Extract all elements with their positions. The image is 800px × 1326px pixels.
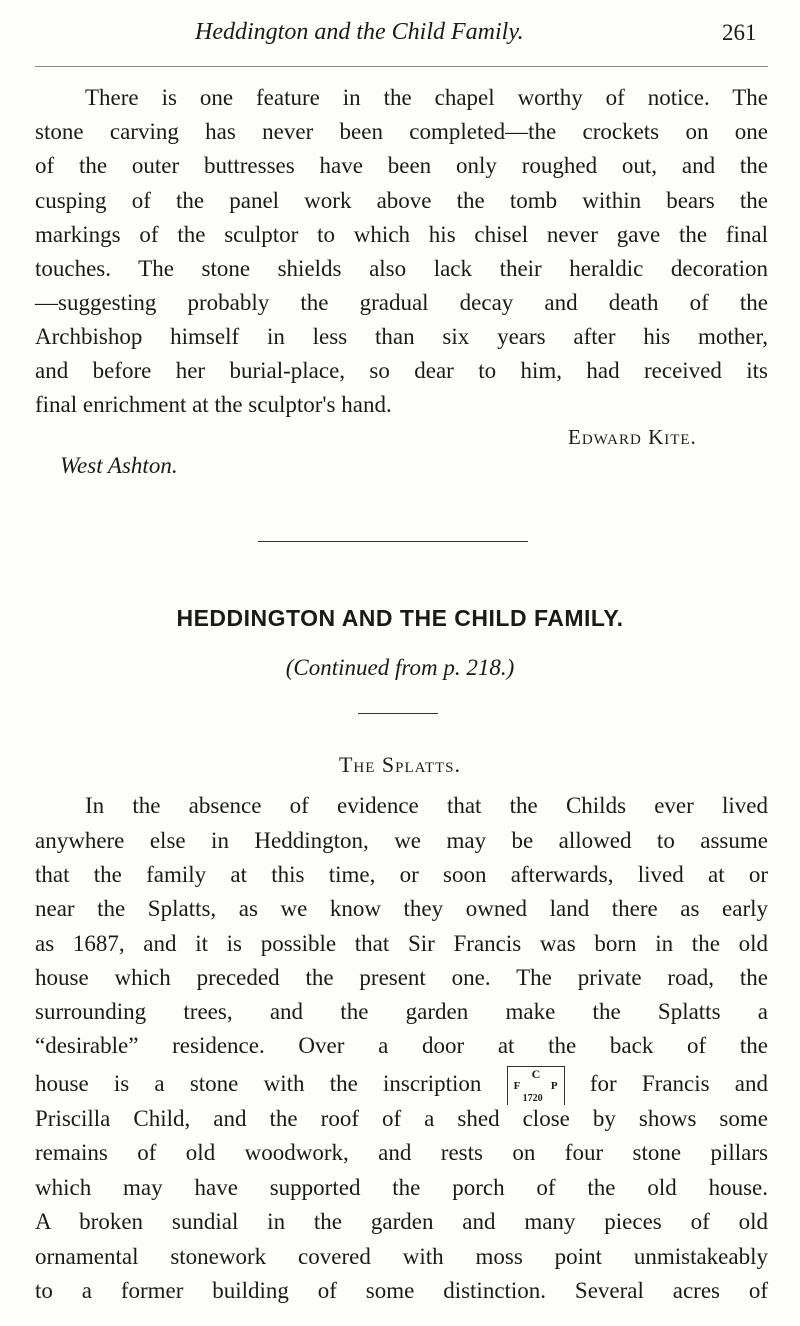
title-rule <box>358 713 438 714</box>
text-line: as 1687, and it is possible that Sir Francis was born in the old <box>35 931 768 956</box>
text-line: of the outer buttresses have been only roughed out, and the <box>35 153 768 178</box>
inscription-initial: P <box>550 1080 558 1092</box>
text-line: remains of old woodwork, and rests on four stone pillars <box>35 1140 768 1165</box>
text-line: cusping of the panel work above the tomb within bears the <box>35 188 768 213</box>
inscription-initial: C <box>531 1067 541 1081</box>
text-line: which may have supported the porch of the old house. <box>35 1175 768 1200</box>
text-line: to a former building of some distinction. Several acres of <box>35 1278 768 1303</box>
text-line: “desirable” residence. Over a door at the back of the <box>35 1033 768 1058</box>
section-divider <box>258 541 528 542</box>
text-line: Archbishop himself in less than six years after his mother, <box>35 324 768 349</box>
text-line: and before her burial-place, so dear to him, had received its <box>35 358 768 383</box>
text-line: house which preceded the present one. The private road, the <box>35 965 768 990</box>
inscription-line <box>35 1066 768 1105</box>
author-signature: Edward Kite. <box>568 425 697 449</box>
article-title: HEDDINGTON AND THE CHILD FAMILY. <box>176 605 624 631</box>
text-line: There is one feature in the chapel worthy of notice. The <box>85 85 768 110</box>
text-line: surrounding trees, and the garden make the Splatts a <box>35 999 768 1024</box>
text-line: A broken sundial in the garden and many pieces of old <box>35 1209 768 1234</box>
text-line: that the family at this time, or soon afterwards, lived at or <box>35 862 768 887</box>
header-rule <box>35 66 768 67</box>
text-line: touches. The stone shields also lack their heraldic decoration <box>35 256 768 281</box>
author-place: West Ashton. <box>60 453 178 478</box>
running-title: Heddington and the Child Family. <box>195 19 524 45</box>
continued-note: (Continued from p. 218.) <box>285 655 515 680</box>
text-line: near the Splatts, as we know they owned land there as early <box>35 896 768 921</box>
text: house is a stone with the inscription <box>35 1071 482 1096</box>
text-line: In the absence of evidence that the Childs ever lived <box>85 793 768 818</box>
page-number: 261 <box>722 20 757 45</box>
text-line: markings of the sculptor to which his chisel never gave the final <box>35 222 768 247</box>
inscription-year: 1720 <box>522 1093 543 1104</box>
inscription-stone <box>507 1066 565 1105</box>
text-line: Priscilla Child, and the roof of a shed close by shows some <box>35 1106 768 1131</box>
text-line: anywhere else in Heddington, we may be allowed to assume <box>35 828 768 853</box>
text-line: —suggesting probably the gradual decay and death of the <box>35 290 768 315</box>
inscription-initial: F <box>513 1080 521 1092</box>
text-line: final enrichment at the sculptor's hand. <box>35 392 392 417</box>
text-line: ornamental stonework covered with moss point unmistakeably <box>35 1244 768 1269</box>
text: for Francis and <box>589 1071 769 1096</box>
text-line: stone carving has never been completed—the crockets on one <box>35 119 768 144</box>
section-heading: The Splatts. <box>338 752 461 777</box>
